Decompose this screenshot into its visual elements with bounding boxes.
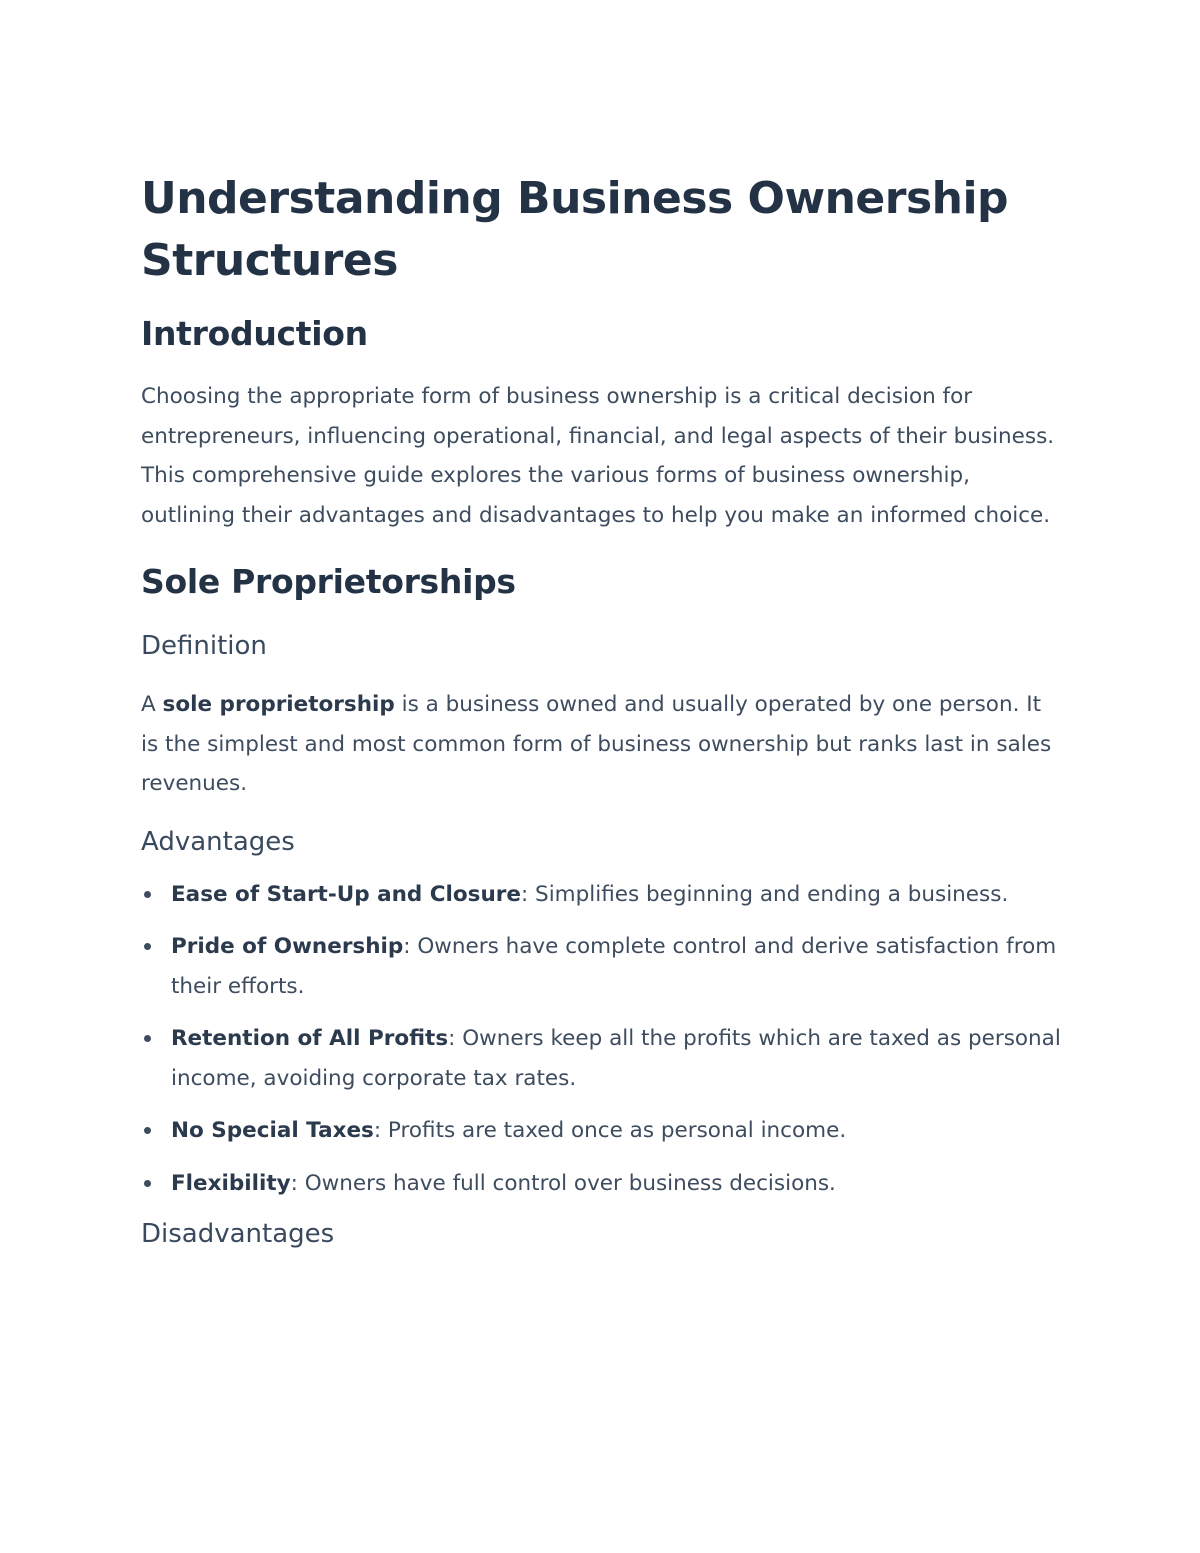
list-item-text: : Owners keep all the profits which are taxed as personal income, avoiding corporate tax rates. [171, 1026, 1061, 1091]
subheading-advantages: Advantages [141, 826, 295, 857]
bullet-icon [144, 1180, 151, 1187]
list-item [141, 1164, 1061, 1204]
list-item-text: : Owners have complete control and derive satisfaction from their efforts. [171, 934, 1057, 999]
bullet-icon [144, 943, 151, 950]
section-heading-introduction: Introduction [141, 314, 368, 353]
list-item [141, 927, 1061, 1006]
section-heading-sole-proprietorships: Sole Proprietorships [141, 562, 516, 601]
definition-paragraph [141, 685, 1061, 804]
list-item-text: : Owners have full control over business decisions. [290, 1170, 836, 1196]
list-item [141, 875, 1061, 915]
list-item-term: Flexibility [171, 1170, 291, 1196]
list-item [141, 1111, 1061, 1151]
list-item-text: : Profits are taxed once as personal income. [373, 1118, 847, 1143]
bullet-icon [144, 1127, 151, 1134]
intro-paragraph: Choosing the appropriate form of business ownership is a critical decision for entrepreneurs, influencing operational, financial, and legal aspects of their business. This comprehensive guide explores the various forms of business ownership, outlining their advantages and disadvantages to help you make an informed choice. [141, 384, 1055, 528]
advantages-list [141, 875, 1061, 1204]
page-title: Understanding Business Ownership Structures [141, 173, 1009, 286]
list-item-text: : Simplifies beginning and ending a business. [520, 881, 1009, 907]
document-page [141, 168, 1061, 1252]
list-item [141, 1019, 1061, 1098]
bullet-icon [144, 891, 151, 898]
list-item-term: Ease of Start-Up and Closure [171, 881, 521, 907]
definition-text: is a business owned and usually operated by one person. It is the simplest and most common form of business ownership but ranks last in sales revenues. [141, 692, 1052, 796]
list-item-term: Retention of All Profits [171, 1026, 449, 1051]
subheading-disadvantages: Disadvantages [141, 1219, 335, 1249]
list-item-term: Pride of Ownership [171, 934, 404, 959]
list-item-term: No Special Taxes [171, 1118, 374, 1143]
definition-term: sole proprietorship [162, 692, 395, 717]
subheading-definition: Definition [141, 631, 267, 661]
definition-prefix: A [141, 692, 163, 717]
bullet-icon [144, 1035, 151, 1042]
